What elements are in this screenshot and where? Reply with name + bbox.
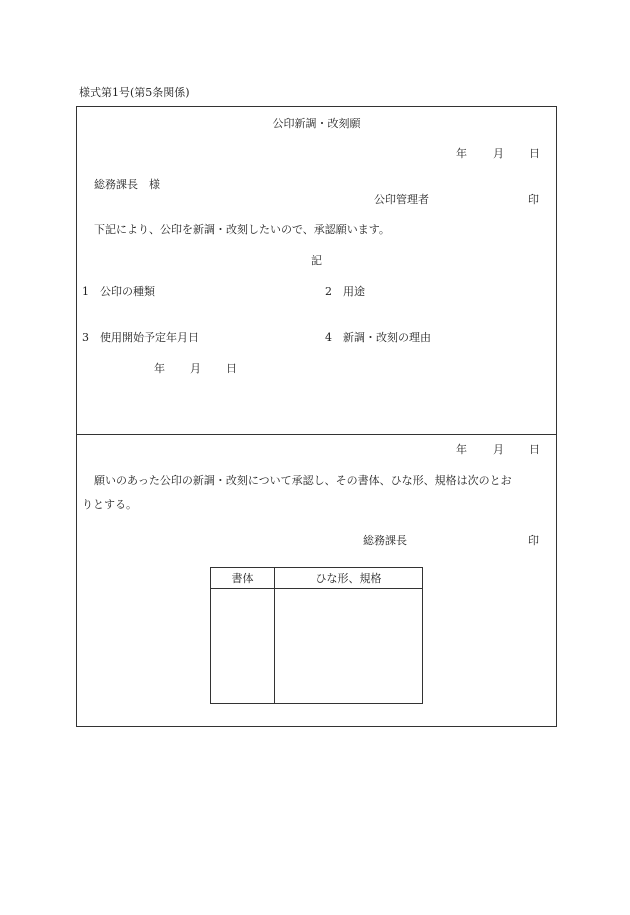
approval-line-2: りとする。 xyxy=(82,498,137,511)
item-1: 1 公印の種類 xyxy=(82,285,155,298)
table-cell-typeface xyxy=(211,589,275,704)
date-top-year: 年 xyxy=(456,147,467,160)
style-table xyxy=(210,567,423,704)
item3-date-day: 日 xyxy=(226,362,237,375)
form-number: 様式第1号(第5条関係) xyxy=(79,86,190,99)
table-header-typeface: 書体 xyxy=(211,568,275,589)
item-4: 4 新調・改刻の理由 xyxy=(325,331,431,344)
item-2: 2 用途 xyxy=(325,285,365,298)
section-divider xyxy=(76,434,557,435)
seal-bottom: 印 xyxy=(528,534,539,547)
date-bottom-month: 月 xyxy=(493,443,504,456)
date-top-day: 日 xyxy=(529,147,540,160)
item-3: 3 使用開始予定年月日 xyxy=(82,331,199,344)
item3-date-year: 年 xyxy=(154,362,165,375)
addressee: 総務課長 様 xyxy=(94,178,160,191)
table-header-template: ひな形、規格 xyxy=(275,568,423,589)
approver-label: 総務課長 xyxy=(363,534,407,547)
date-top-month: 月 xyxy=(493,147,504,160)
approval-line-1: 願いのあった公印の新調・改刻について承認し、その書体、ひな形、規格は次のとお xyxy=(94,474,512,487)
applicant-label: 公印管理者 xyxy=(374,193,429,206)
ki-label: 記 xyxy=(311,254,322,267)
table-cell-template xyxy=(275,589,423,704)
form-title: 公印新調・改刻願 xyxy=(272,117,361,130)
date-bottom-day: 日 xyxy=(529,443,540,456)
date-bottom-year: 年 xyxy=(456,443,467,456)
item3-date-month: 月 xyxy=(190,362,201,375)
seal-top: 印 xyxy=(528,193,539,206)
request-sentence: 下記により、公印を新調・改刻したいので、承認願います。 xyxy=(94,223,390,236)
